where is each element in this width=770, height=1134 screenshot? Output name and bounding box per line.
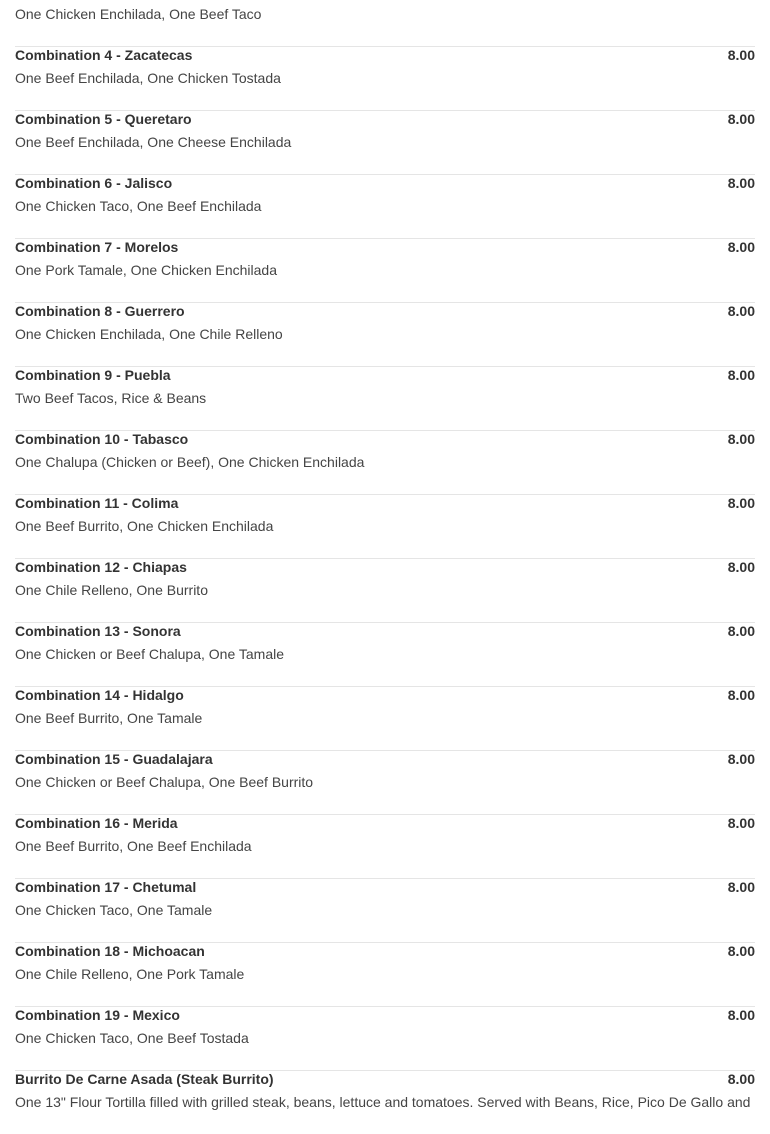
item-description: One Chicken Taco, One Beef Enchilada — [15, 198, 262, 214]
item-name: Combination 8 - Guerrero — [15, 303, 185, 319]
menu-item[interactable] — [15, 815, 755, 879]
item-description: One Beef Burrito, One Chicken Enchilada — [15, 518, 274, 534]
item-name: Combination 16 - Merida — [15, 815, 178, 831]
menu-item[interactable] — [15, 623, 755, 687]
item-price: 8.00 — [727, 303, 755, 319]
item-description: One Chicken Taco, One Beef Tostada — [15, 1030, 249, 1046]
item-name: Combination 12 - Chiapas — [15, 559, 187, 575]
item-name: Combination 18 - Michoacan — [15, 943, 205, 959]
item-name: Combination 7 - Morelos — [15, 239, 179, 255]
menu-item[interactable] — [15, 1071, 755, 1134]
item-description: One Beef Enchilada, One Cheese Enchilada — [15, 134, 292, 150]
menu-item[interactable] — [15, 943, 755, 1007]
menu-item[interactable] — [15, 175, 755, 239]
item-description: Two Beef Tacos, Rice & Beans — [15, 390, 207, 406]
item-price: 8.00 — [727, 815, 755, 831]
item-description: One 13" Flour Tortilla filled with grilled steak, beans, lettuce and tomatoes. Served with Beans, Rice, Pico De Gallo and — [15, 1094, 751, 1110]
item-description: One Chile Relleno, One Burrito — [15, 582, 208, 598]
item-price: 8.00 — [727, 239, 755, 255]
item-price: 8.00 — [727, 559, 755, 575]
item-price: 8.00 — [727, 47, 755, 63]
menu-item[interactable] — [15, 687, 755, 751]
item-price: 8.00 — [727, 879, 755, 895]
item-price: 8.00 — [727, 623, 755, 639]
item-description: One Pork Tamale, One Chicken Enchilada — [15, 262, 277, 278]
item-name: Combination 9 - Puebla — [15, 367, 171, 383]
item-price: 8.00 — [727, 751, 755, 767]
menu-item[interactable] — [15, 751, 755, 815]
item-description: One Beef Burrito, One Tamale — [15, 710, 203, 726]
menu-item[interactable] — [15, 0, 755, 47]
item-name: Combination 14 - Hidalgo — [15, 687, 184, 703]
menu-item[interactable] — [15, 1007, 755, 1071]
item-description: One Chicken Enchilada, One Chile Relleno — [15, 326, 283, 342]
item-description: One Chalupa (Chicken or Beef), One Chicken Enchilada — [15, 454, 365, 470]
item-description: One Chicken or Beef Chalupa, One Tamale — [15, 646, 285, 662]
item-price: 8.00 — [727, 175, 755, 191]
item-price: 8.00 — [727, 431, 755, 447]
menu-item[interactable] — [15, 879, 755, 943]
item-price: 8.00 — [727, 1071, 755, 1087]
item-price: 8.00 — [727, 495, 755, 511]
menu-item[interactable] — [15, 559, 755, 623]
item-name: Combination 10 - Tabasco — [15, 431, 189, 447]
menu-item[interactable] — [15, 239, 755, 303]
item-name: Combination 11 - Colima — [15, 495, 179, 511]
item-name: Combination 6 - Jalisco — [15, 175, 173, 191]
menu-item[interactable] — [15, 495, 755, 559]
menu-item[interactable] — [15, 111, 755, 175]
item-name: Combination 17 - Chetumal — [15, 879, 197, 895]
menu-item[interactable] — [15, 303, 755, 367]
item-name: Combination 4 - Zacatecas — [15, 47, 193, 63]
item-price: 8.00 — [727, 687, 755, 703]
menu-item[interactable] — [15, 431, 755, 495]
item-price: 8.00 — [727, 111, 755, 127]
menu-list — [15, 0, 755, 1134]
item-price: 8.00 — [727, 367, 755, 383]
item-name: Combination 13 - Sonora — [15, 623, 181, 639]
item-description: One Chicken Enchilada, One Beef Taco — [15, 6, 262, 22]
item-description: One Chile Relleno, One Pork Tamale — [15, 966, 245, 982]
item-name: Burrito De Carne Asada (Steak Burrito) — [15, 1071, 274, 1087]
item-description: One Chicken Taco, One Tamale — [15, 902, 213, 918]
item-price: 8.00 — [727, 1007, 755, 1023]
item-description: One Beef Burrito, One Beef Enchilada — [15, 838, 252, 854]
menu-item[interactable] — [15, 47, 755, 111]
item-price: 8.00 — [727, 943, 755, 959]
item-name: Combination 19 - Mexico — [15, 1007, 180, 1023]
item-name: Combination 15 - Guadalajara — [15, 751, 213, 767]
item-description: One Chicken or Beef Chalupa, One Beef Burrito — [15, 774, 314, 790]
item-name: Combination 5 - Queretaro — [15, 111, 192, 127]
menu-item[interactable] — [15, 367, 755, 431]
item-description: One Beef Enchilada, One Chicken Tostada — [15, 70, 281, 86]
